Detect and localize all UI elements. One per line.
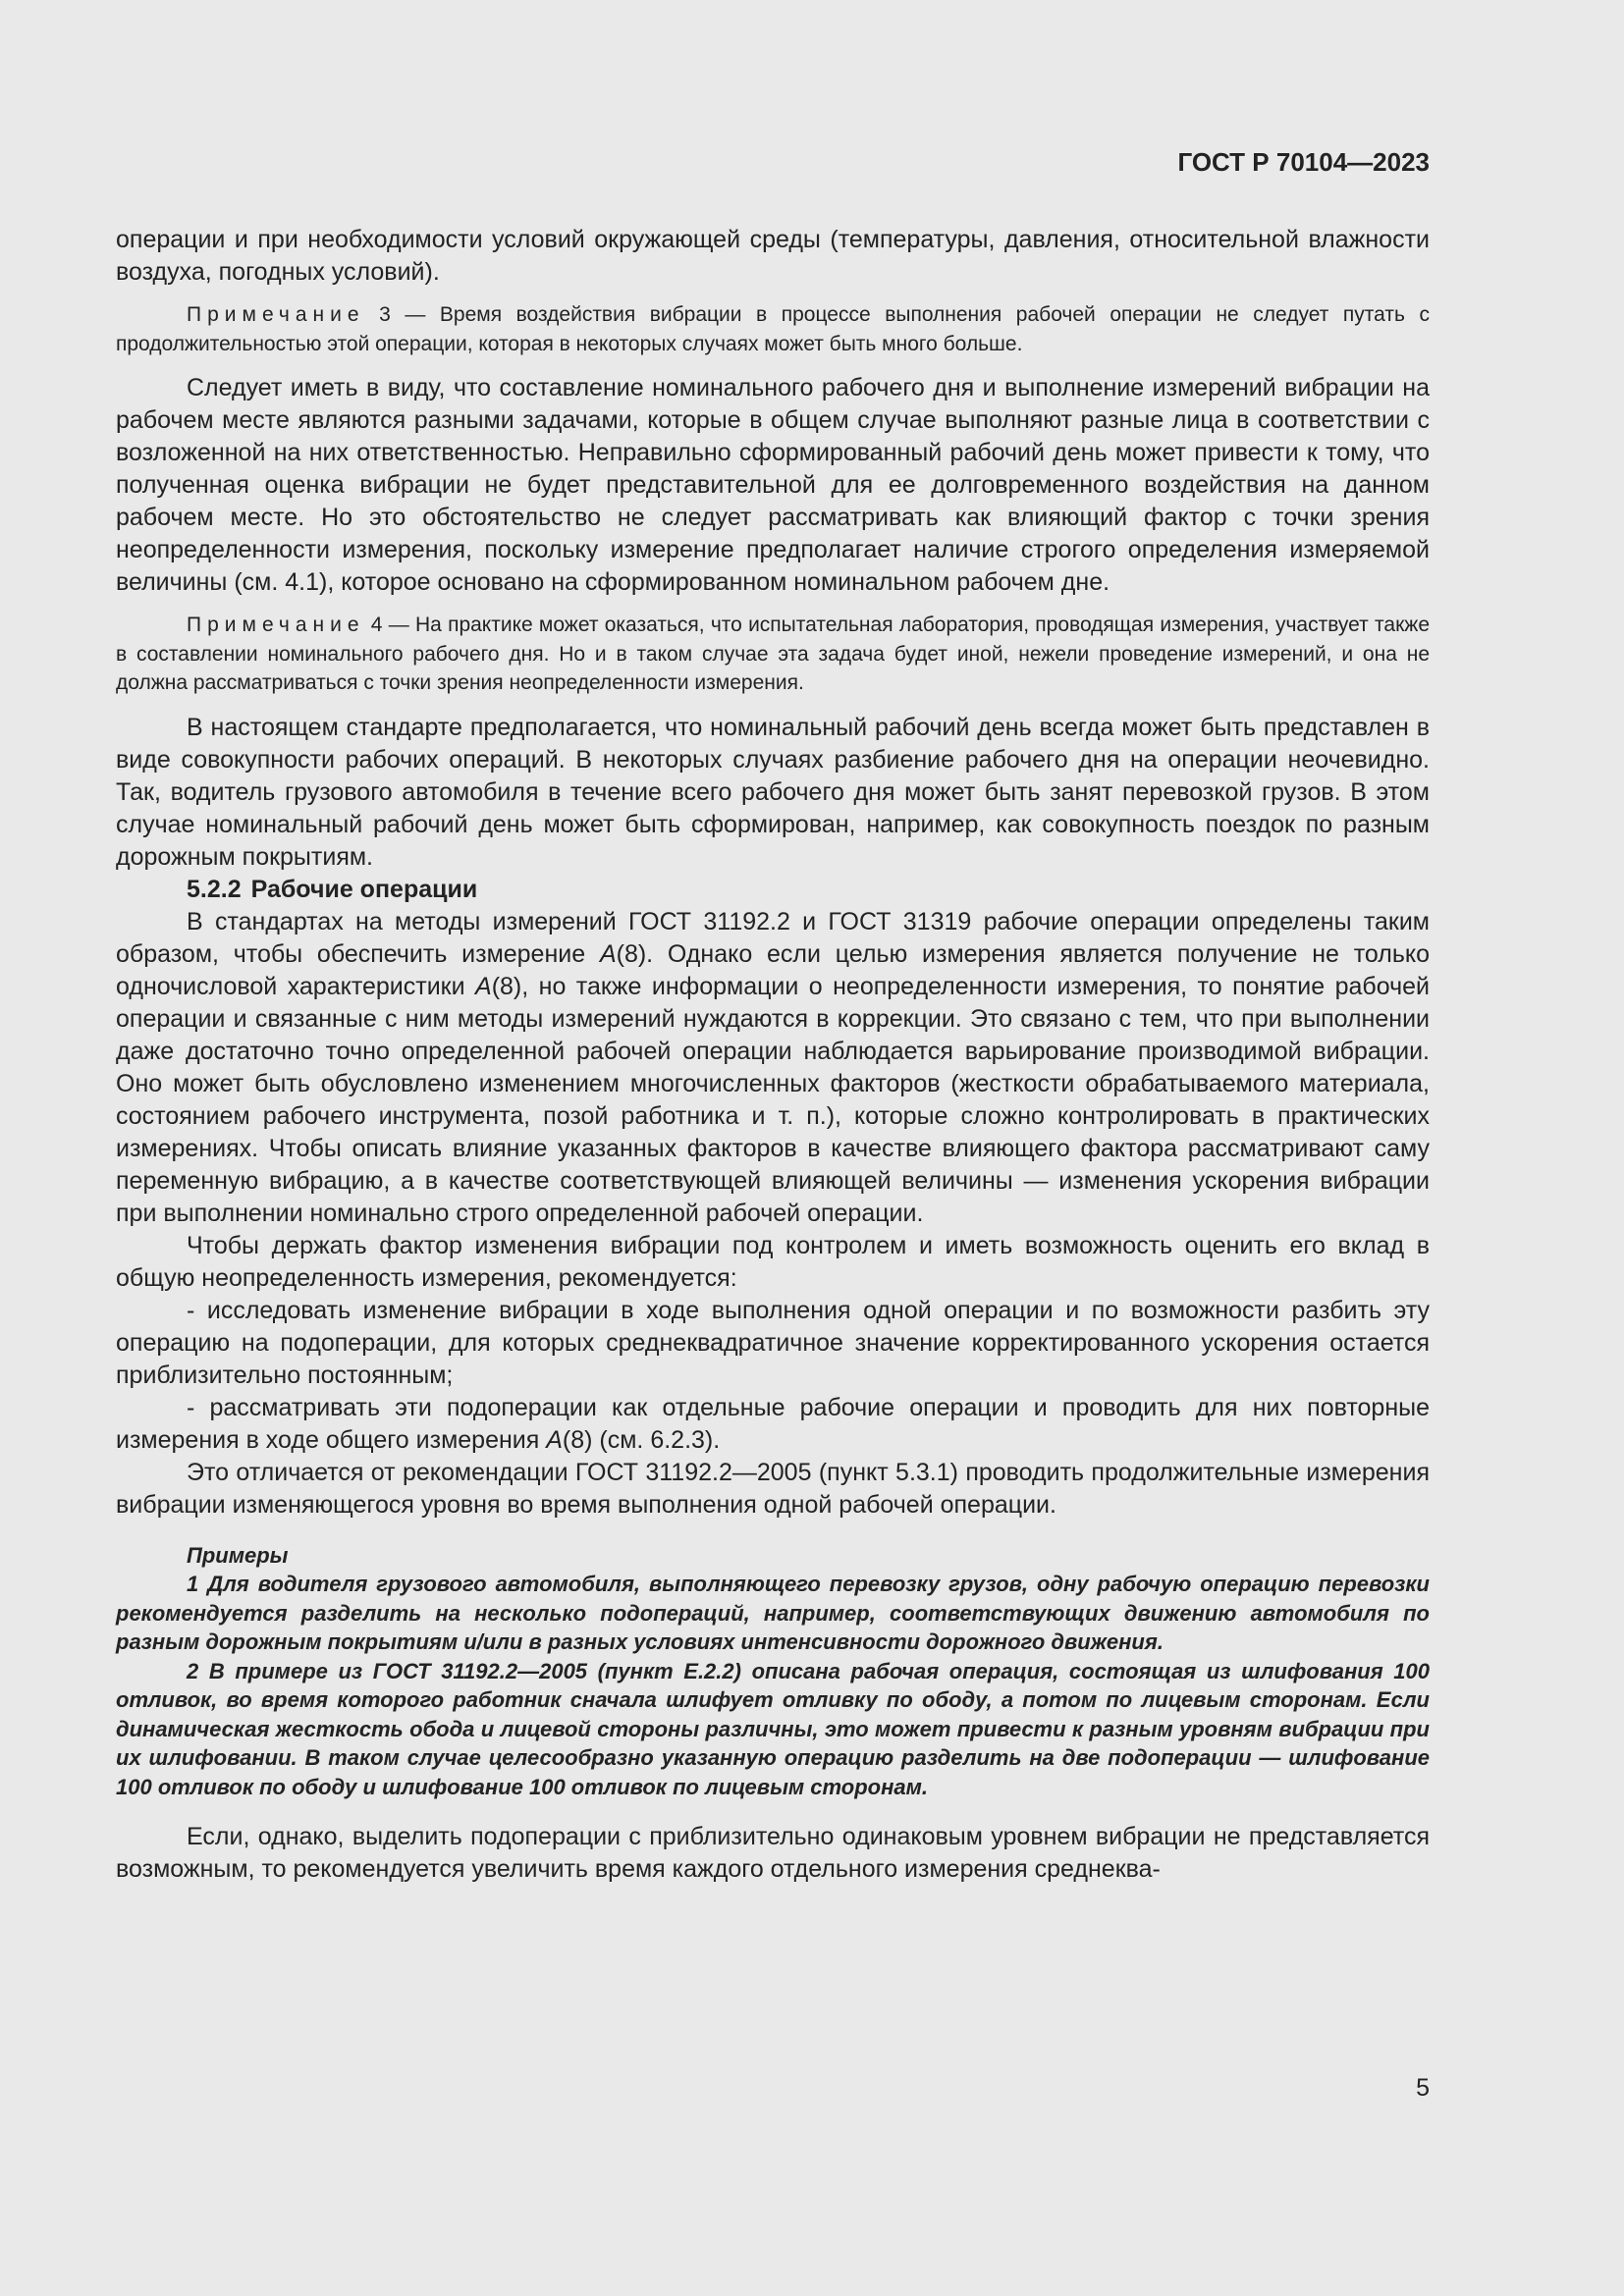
example-2: 2 В примере из ГОСТ 31192.2—2005 (пункт Е.2.2) описана рабочая операция, состоящая из шлифования 100 отливок, во время которого работник сначала шлифует отливку по ободу, а потом по лицевым сторонам. Если динамическая жесткость обода и лицевой стороны различны, это может привести к разным уровням вибрации при их шлифовании. В таком случае целесообразно указанную операцию разделить на две подоперации — шлифование 100 отливок по ободу и шлифование 100 отливок по лицевым сторонам.: [116, 1658, 1430, 1799]
note-label: Примечание: [187, 303, 365, 326]
text-span: (8) (см. 6.2.3).: [562, 1425, 721, 1454]
paragraph: Чтобы держать фактор изменения вибрации под контролем и иметь возможность оценить его вклад в общую неопределенность измерения, рекомендуется:: [116, 1231, 1430, 1292]
document-body: [116, 224, 1430, 1886]
variable: A: [546, 1425, 563, 1454]
note-text: 4 — На практике может оказаться, что испытательная лаборатория, проводящая измерения, участвует также в составлении номинального рабочего дня. Но и в таком случае эта задача будет иной, нежели проведение измерений, и она не должна рассматриваться с точки зрения неопределенности измерения.: [116, 614, 1430, 694]
paragraph: Следует иметь в виду, что составление номинального рабочего дня и выполнение измерений вибрации на рабочем месте являются разными задачами, которые в общем случае выполняют разные лица в соответствии с возложенной на них ответственностью. Неправильно сформированный рабочий день может привести к тому, что полученная оценка вибрации не будет представительной для ее долговременного воздействия на данном рабочем месте. Но это обстоятельство не следует рассматривать как влияющий фактор с точки зрения неопределенности измерения, поскольку измерение предполагает наличие строгого определения измеряемой величины (см. 4.1), которое основано на сформированном номинальном рабочем дне.: [116, 374, 1430, 596]
section-number: 5.2.2: [187, 875, 242, 903]
document-id-header: ГОСТ Р 70104—2023: [1177, 147, 1430, 177]
text-span: (8), но также информации о неопределенности измерения, то понятие рабочей операции и связанные с ним методы измерений нуждаются в коррекции. Это связано с тем, что при выполнении даже достаточно точно определенной рабочей операции наблюдается варьирование производимой вибрации. Оно может быть обусловлено изменением многочисленных факторов (жесткости обрабатываемого материала, состоянием рабочего инструмента, позой работника и т. п.), которые сложно контролировать в практических измерениях. Чтобы описать влияние указанных факторов в качестве влияющего фактора рассматривают саму переменную вибрацию, а в качестве соответствующей влияющей величины — изменения ускорения вибрации при выполнении номинально строго определенной рабочей операции.: [116, 972, 1430, 1227]
text-span: В стандартах на методы измерений ГОСТ 31192.2 и ГОСТ 31319 рабочие операции определены таким образом, чтобы обеспечить измерение: [116, 907, 1430, 968]
examples-title: Примеры: [187, 1542, 289, 1568]
note-4: [116, 611, 1430, 698]
note-3: [116, 300, 1430, 358]
list-item: - исследовать изменение вибрации в ходе выполнения одной операции и по возможности разбить эту операцию на подоперации, для которых среднеквадратичное значение корректированного ускорения остается приблизительно постоянным;: [116, 1296, 1430, 1389]
text-span: (8). Однако если целью измерения является получение не только одночисловой характеристики: [116, 939, 1431, 1000]
section-heading: [116, 874, 1430, 906]
paragraph: [116, 906, 1430, 1230]
section-title: Рабочие операции: [250, 875, 478, 903]
examples-block: [116, 1541, 1430, 1802]
paragraph: Если, однако, выделить подоперации с приблизительно одинаковым уровнем вибрации не представляется возможным, то рекомендуется увеличить время каждого отдельного измерения среднеква-: [116, 1823, 1430, 1883]
paragraph: В настоящем стандарте предполагается, что номинальный рабочий день всегда может быть представлен в виде совокупности рабочих операций. В некоторых случаях разбиение рабочего дня на операции неочевидно. Так, водитель грузового автомобиля в течение всего рабочего дня может быть занят перевозкой грузов. В этом случае номинальный рабочий день может быть сформирован, например, как совокупность поездок по разным дорожным покрытиям.: [116, 713, 1430, 871]
paragraph-continuation: операции и при необходимости условий окружающей среды (температуры, давления, относительной влажности воздуха, погодных условий).: [116, 226, 1430, 286]
page-number: 5: [1416, 2074, 1430, 2102]
note-label: Примечание: [187, 614, 365, 636]
paragraph: Это отличается от рекомендации ГОСТ 31192.2—2005 (пункт 5.3.1) проводить продолжительные измерения вибрации изменяющегося уровня во время выполнения одной рабочей операции.: [116, 1458, 1430, 1519]
list-item: [116, 1392, 1430, 1457]
variable: A: [475, 972, 492, 1000]
note-text: 3 — Время воздействия вибрации в процессе выполнения рабочей операции не следует путать с продолжительностью этой операции, которая в некоторых случаях может быть много больше.: [116, 303, 1430, 355]
example-1: 1 Для водителя грузового автомобиля, выполняющего перевозку грузов, одну рабочую операцию перевозки рекомендуется разделить на несколько подопераций, например, соответствующих движению автомобиля по разным дорожным покрытиям и/или в разных условиях интенсивности дорожного движения.: [116, 1572, 1430, 1654]
text-span: - рассматривать эти подоперации как отдельные рабочие операции и проводить для них повторные измерения в ходе общего измерения: [116, 1393, 1430, 1454]
variable: A: [599, 939, 617, 968]
